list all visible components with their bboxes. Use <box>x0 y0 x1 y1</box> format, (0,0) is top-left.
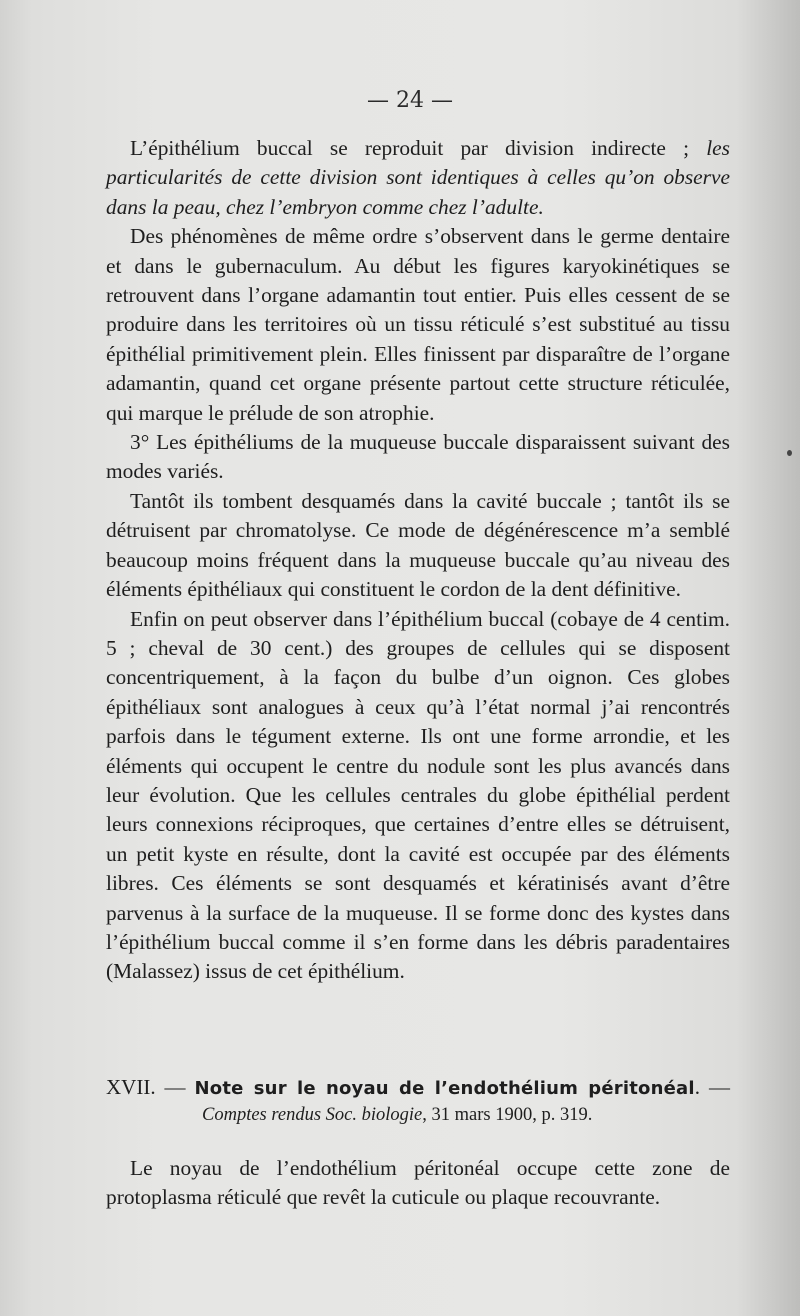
citation <box>202 1102 592 1128</box>
closing-text-block <box>106 1154 730 1213</box>
paragraph-epithelial-globes: Enfin on peut observer dans l’épithélium buccal (cobaye de 4 centim. 5 ; cheval de 30 cent.) des groupes de cellules qui se disposent concentriquement, à la façon du bulbe d’un oignon. Ces globes épithéliaux sont analogues à ceux qu’à l’état normal j’ai rencontrés parfois dans le tégument externe. Ils ont une forme arrondie, et les éléments qui occupent le centre du nodule sont les plus avancés dans leur évolution. Que les cellules centrales du globe épithélial perdent leurs connexions réciproques, que certaines d’entre elles se détruisent, un petit kyste en résulte, dont la cavité est occupée par des éléments libres. Ces éléments se sont desquamés et kératinisés avant d’être parvenus à la surface de la muqueuse. Il se forme donc des kystes dans l’épithélium buccal comme il s’en forme dans les débris paradentaires (Malassez) issus de cet épithélium. <box>106 606 730 984</box>
citation-details: , 31 mars 1900, p. 319. <box>422 1105 593 1125</box>
section-title: Note sur le noyau de l’endothélium péritonéal <box>194 1078 695 1099</box>
citation-journal: Comptes rendus Soc. biologie <box>202 1105 423 1125</box>
main-text-block <box>106 134 730 987</box>
paragraph-1-italic: les particularités de cette division sont identiques à celles qu’on observe dans la peau, chez l’embryon comme chez l’adulte. <box>106 136 730 219</box>
page-number: — 24 — <box>367 88 453 113</box>
ink-speck <box>787 450 792 456</box>
section-trailer: . — <box>694 1075 730 1099</box>
paragraph-desquamation: Tantôt ils tombent desquamés dans la cavité buccale ; tantôt ils se détruisent par chromatolyse. Ce mode de dégénérescence m’a semblé beaucoup moins fréquent dans la muqueuse buccale qu’au niveau des éléments épithéliaux qui constituent le cordon de la dent définitive. <box>106 488 730 602</box>
paragraph-nucleus: Le noyau de l’endothélium péritonéal occupe cette zone de protoplasma réticulé que revêt la cuticule ou plaque recouvrante. <box>106 1156 730 1210</box>
paragraph-1-normal: L’épithélium buccal se reproduit par division indirecte ; <box>130 136 707 160</box>
paragraph-epithelium-division <box>106 134 730 222</box>
section-number: XVII. — <box>106 1075 195 1099</box>
paragraph-point-3: 3° Les épithéliums de la muqueuse buccale disparaissent suivant des modes variés. <box>106 430 730 484</box>
paragraph-dental-germ: Des phénomènes de même ordre s’observent dans le germe dentaire et dans le gubernaculum. Au début les figures karyokinétiques se retrouvent dans l’organe adamantin tout entier. Puis elles cessent de se produire dans les territoires où un tissu réticulé s’est substitué au tissu épithélial primitivement plein. Elles finissent par disparaître de l’organe adamantin, quand cet organe présente partout cette structure réticulée, qui marque le prélude de son atrophie. <box>106 224 730 425</box>
section-heading <box>106 1073 730 1103</box>
